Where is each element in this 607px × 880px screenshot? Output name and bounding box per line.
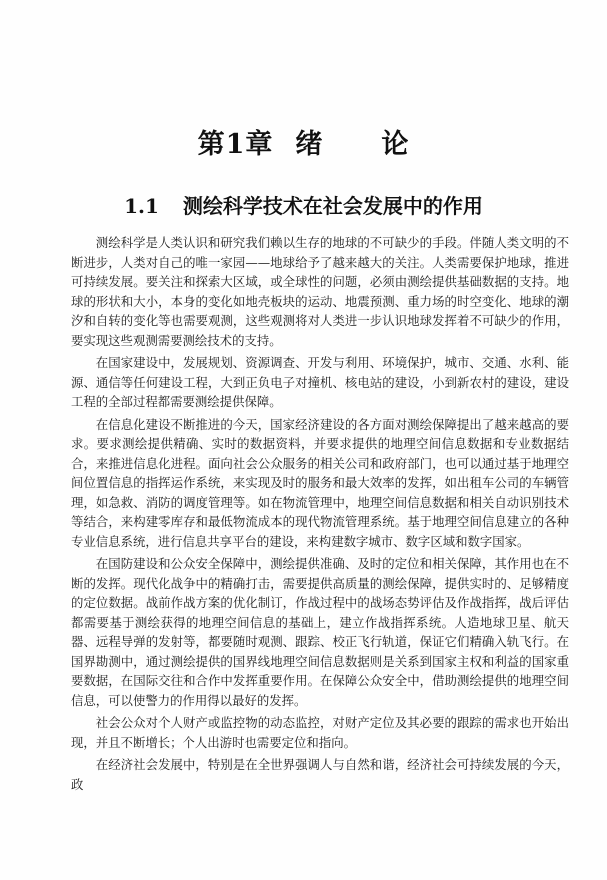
paragraph-2: 在国家建设中，发展规划、资源调查、开发与利用、环境保护，城市、交通、水利、能源、通信等任何建设工程，大到正负电子对撞机、核电站的建设，小到新农村的建设，建设工程的全部过程都需要测绘提供保障。 — [71, 355, 569, 409]
chapter-number: 第1章 — [197, 129, 274, 160]
section-number: 1.1 — [124, 194, 159, 218]
section-title: 测绘科学技术在社会发展中的作用 — [182, 194, 483, 218]
paragraph-3: 在信息化建设不断推进的今天，国家经济建设的各方面对测绘保障提出了越来越高的要求。要求测绘提供精确、实时的数据资料，并要求提供的地理空间信息数据和专业数据结合，来推进信息化进程。面向社会公众服务的相关公司和政府部门，也可以通过基于地理空间位置信息的指挥运作系统，来实现及时的服务和最大效率的发挥，如出租车公司的车辆管理，如急救、消防的调度管理等。如在物流管理中，地理空间信息数据和相关自动识别技术等结合，来构建零库存和最低物流成本的现代物流管理系统。基于地理空间信息建立的各种专业信息系统，进行信息共享平台的建设，来构建数字城市、数字区域和数字国家。 — [71, 416, 569, 549]
chapter-title-char-2: 论 — [381, 129, 410, 160]
paragraph-4: 在国防建设和公众安全保障中，测绘提供准确、及时的定位和相关保障，其作用也在不断的发挥。现代化战争中的精确打击，需要提供高质量的测绘保障，提供实时的、足够精度的定位数据。战前作战方案的优化制订，作战过程中的战场态势评估及作战指挥，战后评估都需要基于测绘获得的地理空间信息的基础上，建立作战指挥系统。人造地球卫星、航天器、远程导弹的发射等，都要随时观测、跟踪、校正飞行轨道，保证它们精确入轨飞行。在国界勘测中，通过测绘提供的国界线地理空间信息数据则是关系到国家主权和利益的国家重要数据，在国际交往和合作中发挥重要作用。在保障公众安全中，借助测绘提供的地理空间信息，可以使警力的作用得以最好的发挥。 — [71, 556, 569, 708]
chapter-heading — [0, 122, 607, 161]
paragraph-5: 社会公众对个人财产或监控物的动态监控，对财产定位及其必要的跟踪的需求也开始出现，并且不断增长；个人出游时也需要定位和指向。 — [71, 715, 569, 750]
section-heading — [0, 190, 607, 219]
paragraph-6: 在经济社会发展中，特别是在全世界强调人与自然和谐，经济社会可持续发展的今天，政 — [71, 757, 569, 792]
body-text — [71, 233, 569, 797]
paragraph-1: 测绘科学是人类认识和研究我们赖以生存的地球的不可缺少的手段。伴随人类文明的不断进步，人类对自己的唯一家园——地球给予了越来越大的关注。人类需要保护地球，推进可持续发展。要关注和探索大区域，或全球性的问题，必须由测绘提供基础数据的支持。地球的形状和大小，本身的变化如地壳板块的运动、地震预测、重力场的时空变化、地球的潮汐和自转的变化等也需要观测，这些观测将对人类进一步认识地球发挥着不可缺少的作用，要实现这些观测需要测绘技术的支持。 — [71, 235, 569, 348]
chapter-title-char-1: 绪 — [295, 129, 324, 160]
